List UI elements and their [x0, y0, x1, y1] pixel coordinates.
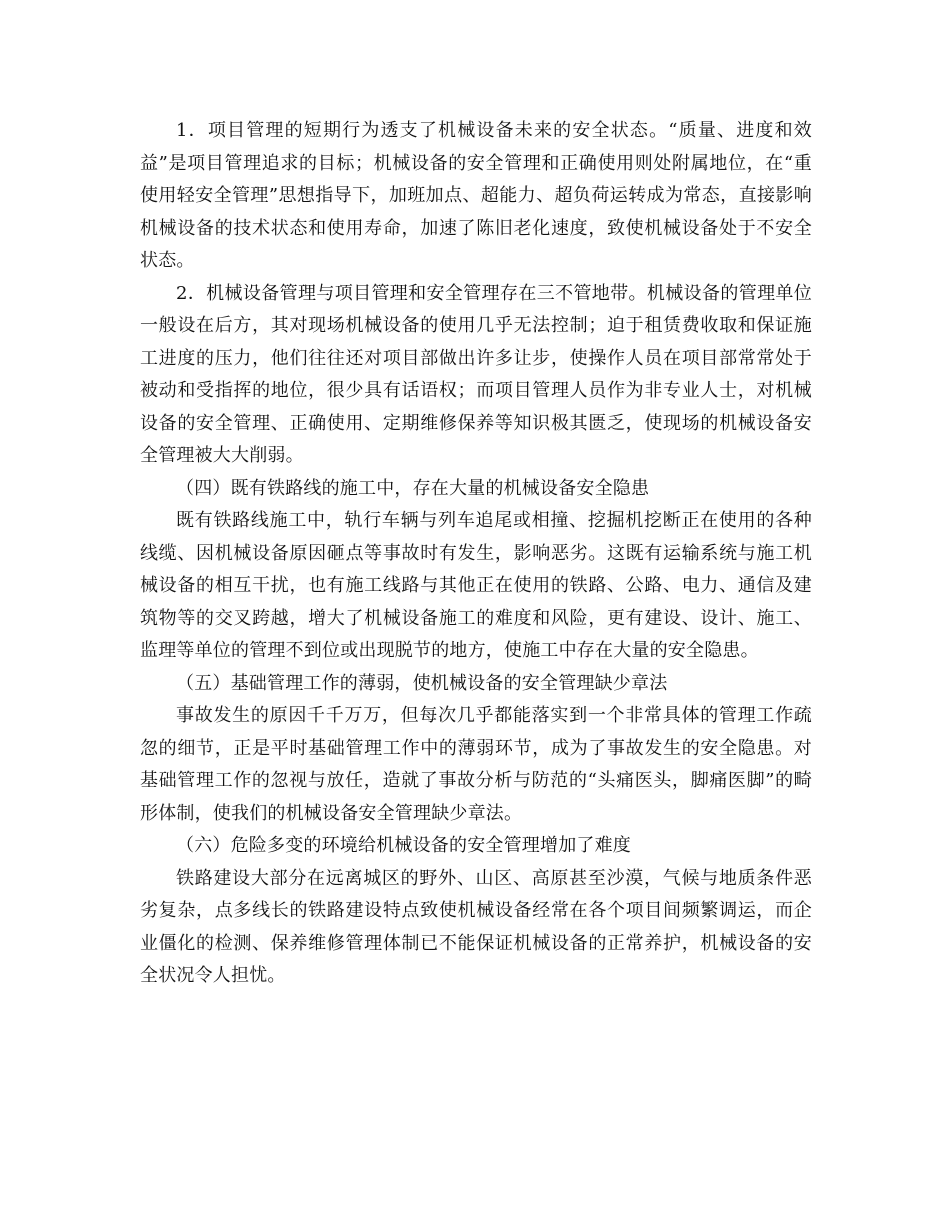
paragraph-item-2: 2．机械设备管理与项目管理和安全管理存在三不管地带。机械设备的管理单位一般设在后方，其对现场机械设备的使用几乎无法控制；迫于租赁费收取和保证施工进度的压力，他们往往还对项目部做出许多让步，使操作人员在项目部常常处于被动和受指挥的地位，很少具有话语权；而项目管理人员作为非专业人士，对机械设备的安全管理、正确使用、定期维修保养等知识极其匮乏，使现场的机械设备安全管理被大大削弱。: [140, 282, 812, 466]
section-heading-4: （四）既有铁路线的施工中，存在大量的机械设备安全隐患: [176, 477, 650, 499]
paragraph-item-1: 1．项目管理的短期行为透支了机械设备未来的安全状态。“质量、进度和效益”是项目管理追求的目标；机械设备的安全管理和正确使用则处附属地位，在“重使用轻安全管理”思想指导下，加班加点、超能力、超负荷运转成为常态，直接影响机械设备的技术状态和使用寿命，加速了陈旧老化速度，致使机械设备处于不安全状态。: [140, 120, 812, 271]
paragraph-section-4: 既有铁路线施工中，轨行车辆与列车追尾或相撞、挖掘机挖断正在使用的各种线缆、因机械设备原因砸点等事故时有发生，影响恶劣。这既有运输系统与施工机械设备的相互干扰，也有施工线路与其他正在使用的铁路、公路、电力、通信及建筑物等的交叉跨越，增大了机械设备施工的难度和风险，更有建设、设计、施工、监理等单位的管理不到位或出现脱节的地方，使施工中存在大量的安全隐患。: [140, 510, 812, 661]
section-heading-6: （六）危险多变的环境给机械设备的安全管理增加了难度: [176, 835, 631, 856]
section-heading-5: （五）基础管理工作的薄弱，使机械设备的安全管理缺少章法: [176, 672, 668, 694]
paragraph-section-6: 铁路建设大部分在远离城区的野外、山区、高原甚至沙漠，气候与地质条件恶劣复杂，点多线长的铁路建设特点致使机械设备经常在各个项目间频繁调运，而企业僵化的检测、保养维修管理体制已不能保证机械设备的正常养护，机械设备的安全状况令人担忧。: [140, 867, 812, 986]
paragraph-section-5: 事故发生的原因千千万万，但每次几乎都能落实到一个非常具体的管理工作疏忽的细节，正是平时基础管理工作中的薄弱环节，成为了事故发生的安全隐患。对基础管理工作的忽视与放任，造就了事故分析与防范的“头痛医头，脚痛医脚”的畸形体制，使我们的机械设备安全管理缺少章法。: [140, 705, 812, 824]
